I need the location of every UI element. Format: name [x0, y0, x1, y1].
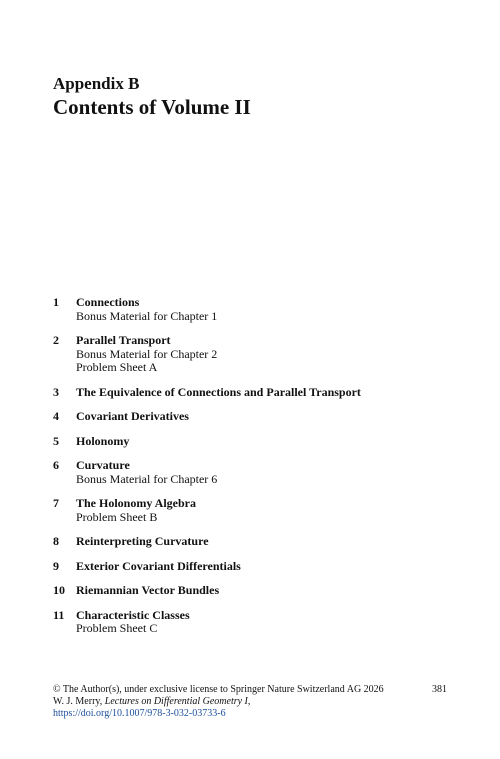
chapter-number: 7 [53, 496, 59, 510]
author-name: W. J. Merry, [53, 696, 103, 707]
toc-entry [53, 497, 473, 524]
chapter-number: 2 [53, 333, 59, 347]
chapter-title: Connections [76, 295, 140, 309]
chapter-title: Covariant Derivatives [76, 409, 189, 423]
table-of-contents [53, 296, 473, 647]
toc-entry [53, 609, 473, 636]
chapter-title: The Equivalence of Connections and Parallel Transport [76, 384, 361, 399]
appendix-label: Appendix B [53, 74, 140, 93]
page-number: 381 [432, 684, 447, 695]
chapter-number: 5 [53, 433, 59, 448]
chapter-number: 10 [53, 583, 65, 597]
toc-entry [53, 334, 473, 375]
chapter-subitem: Problem Sheet A [76, 360, 158, 374]
toc-entry [53, 410, 473, 424]
chapter-title: Exterior Covariant Differentials [76, 558, 241, 573]
toc-entry [53, 535, 473, 549]
chapter-title: Riemannian Vector Bundles [76, 583, 220, 597]
toc-entry [53, 386, 473, 400]
citation-comma: , [247, 696, 251, 707]
chapter-title: Reinterpreting Curvature [76, 534, 209, 548]
chapter-subitem: Bonus Material for Chapter 1 [76, 308, 218, 323]
toc-entry [53, 435, 473, 449]
chapter-number: 1 [53, 295, 59, 309]
book-title: Lectures on Differential Geometry I [104, 696, 248, 707]
toc-entry [53, 560, 473, 574]
citation-line [53, 696, 447, 708]
chapter-subitem: Bonus Material for Chapter 2 [76, 346, 218, 361]
chapter-title: Characteristic Classes [76, 607, 190, 622]
chapter-title: Holonomy [76, 433, 130, 448]
chapter-subitem: Problem Sheet B [76, 509, 158, 524]
copyright-line: © The Author(s), under exclusive license to Springer Nature Switzerland AG 2026 [53, 684, 384, 695]
chapter-title: Curvature [76, 458, 130, 472]
page-title: Contents of Volume II [53, 95, 251, 119]
chapter-title: The Holonomy Algebra [76, 496, 197, 510]
chapter-number: 8 [53, 534, 59, 548]
toc-entry [53, 459, 473, 486]
doi-link[interactable]: https://doi.org/10.1007/978-3-032-03733-6 [53, 708, 226, 719]
chapter-number: 4 [53, 409, 59, 423]
toc-entry [53, 584, 473, 598]
toc-entry [53, 296, 473, 323]
chapter-number: 3 [53, 384, 59, 399]
footer [53, 684, 447, 720]
chapter-number: 6 [53, 458, 59, 472]
chapter-number: 11 [53, 607, 65, 622]
chapter-number: 9 [53, 558, 59, 573]
chapter-subitem: Bonus Material for Chapter 6 [76, 471, 218, 486]
chapter-title: Parallel Transport [76, 333, 171, 347]
chapter-subitem: Problem Sheet C [76, 621, 158, 635]
